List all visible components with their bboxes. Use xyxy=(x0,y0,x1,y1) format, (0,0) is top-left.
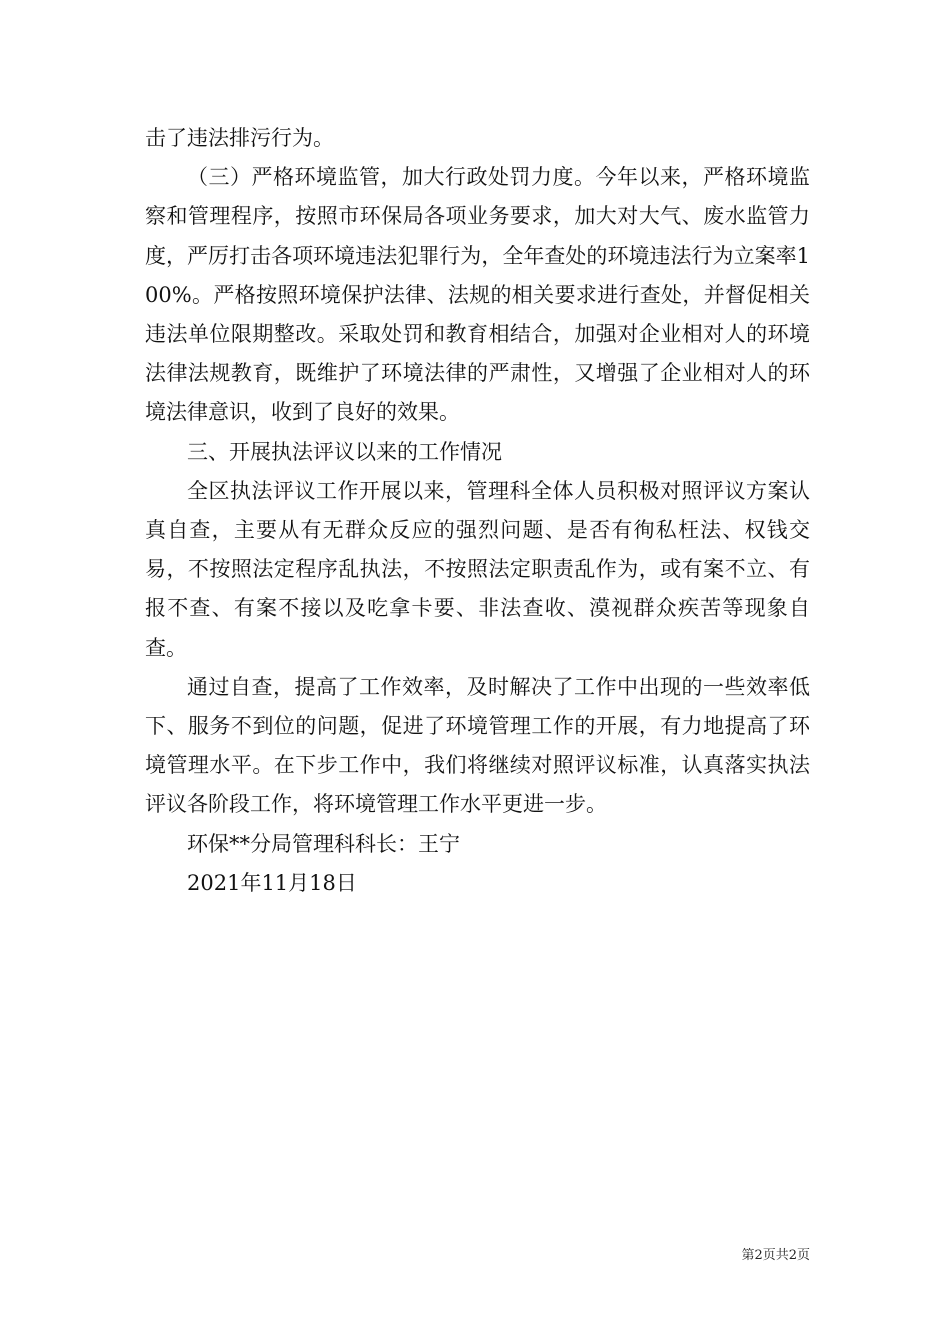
date-line: 2021年11月18日 xyxy=(187,870,357,895)
document-body xyxy=(145,119,810,903)
paragraph-self-inspection: 全区执法评议工作开展以来，管理科全体人员积极对照评议方案认真自查，主要从有无群众反应的强烈问题、是否有徇私枉法、权钱交易，不按照法定程序乱执法，不按照法定职责乱作为，或有案不立、有报不查、有案不接以及吃拿卡要、非法查收、漠视群众疾苦等现象自查。 xyxy=(145,478,810,660)
page-number-footer: 第2页共2页 xyxy=(741,1248,810,1263)
paragraph-supervision: （三）严格环境监管，加大行政处罚力度。今年以来，严格环境监察和管理程序，按照市环保局各项业务要求，加大对大气、废水监管力度，严厉打击各项环境违法犯罪行为，全年查处的环境违法行为立案率100%。严格按照环境保护法律、法规的相关要求进行查处，并督促相关违法单位限期整改。采取处罚和教育相结合，加强对企业相对人的环境法律法规教育，既维护了环境法律的严肃性，又增强了企业相对人的环境法律意识，收到了良好的效果。 xyxy=(145,165,810,425)
section-heading: 三、开展执法评议以来的工作情况 xyxy=(187,439,502,464)
paragraph-continuation: 击了违法排污行为。 xyxy=(145,126,334,150)
signature-line: 环保**分局管理科科长：王宁 xyxy=(187,831,460,856)
paragraph-results: 通过自查，提高了工作效率，及时解决了工作中出现的一些效率低下、服务不到位的问题，促进了环境管理工作的开展，有力地提高了环境管理水平。在下步工作中，我们将继续对照评议标准，认真落实执法评议各阶段工作，将环境管理工作水平更进一步。 xyxy=(145,674,810,817)
